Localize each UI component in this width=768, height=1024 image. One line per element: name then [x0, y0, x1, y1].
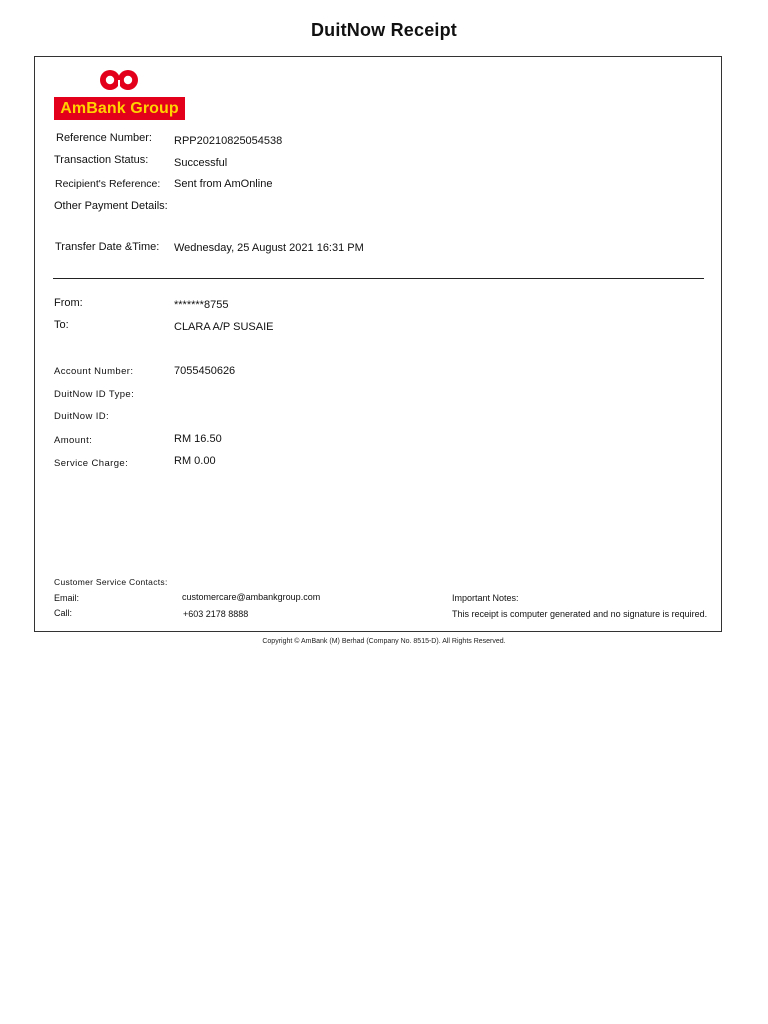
call-value[interactable]: +603 2178 8888 [183, 609, 249, 619]
from-value: *******8755 [174, 299, 229, 311]
amount-value: RM 16.50 [174, 433, 222, 445]
duitnow-id-label: DuitNow ID: [54, 411, 110, 422]
ambank-logo [54, 68, 185, 120]
email-value[interactable]: customercare@ambankgroup.com [182, 592, 321, 602]
copyright-text: Copyright © AmBank (M) Berhad (Company No. 8515-D). All Rights Reserved. [262, 638, 506, 645]
reference-number-label: Reference Number: [56, 132, 152, 144]
receipt-frame [34, 56, 722, 632]
call-label: Call: [54, 608, 73, 618]
account-number-label: Account Number: [54, 366, 134, 377]
email-label: Email: [54, 593, 80, 603]
reference-number-value: RPP20210825054538 [174, 135, 283, 147]
customer-service-contacts-label: Customer Service Contacts: [54, 577, 168, 587]
amount-label: Amount: [54, 435, 93, 446]
service-charge-label: Service Charge: [54, 458, 129, 469]
to-label: To: [54, 319, 69, 331]
from-label: From: [54, 297, 83, 309]
transaction-status-value: Successful [174, 157, 228, 169]
page-title: DuitNow Receipt [310, 20, 457, 40]
transfer-datetime-value: Wednesday, 25 August 2021 16:31 PM [174, 242, 364, 254]
important-notes-label: Important Notes: [452, 593, 519, 603]
ambank-logo-text: AmBank Group [54, 97, 185, 120]
service-charge-value: RM 0.00 [174, 455, 216, 467]
recipient-reference-value: Sent from AmOnline [174, 178, 273, 190]
ambank-emblem-icon [99, 68, 139, 94]
account-number-value: 7055450626 [174, 365, 236, 377]
recipient-reference-label: Recipient's Reference: [55, 178, 161, 190]
section-divider [53, 278, 704, 279]
transfer-datetime-label: Transfer Date &Time: [55, 241, 160, 253]
duitnow-id-type-label: DuitNow ID Type: [54, 389, 135, 400]
important-notes-text: This receipt is computer generated and no signature is required. [452, 609, 708, 619]
other-payment-details-label: Other Payment Details: [54, 200, 168, 212]
transaction-status-label: Transaction Status: [54, 154, 149, 166]
to-value: CLARA A/P SUSAIE [174, 321, 274, 333]
